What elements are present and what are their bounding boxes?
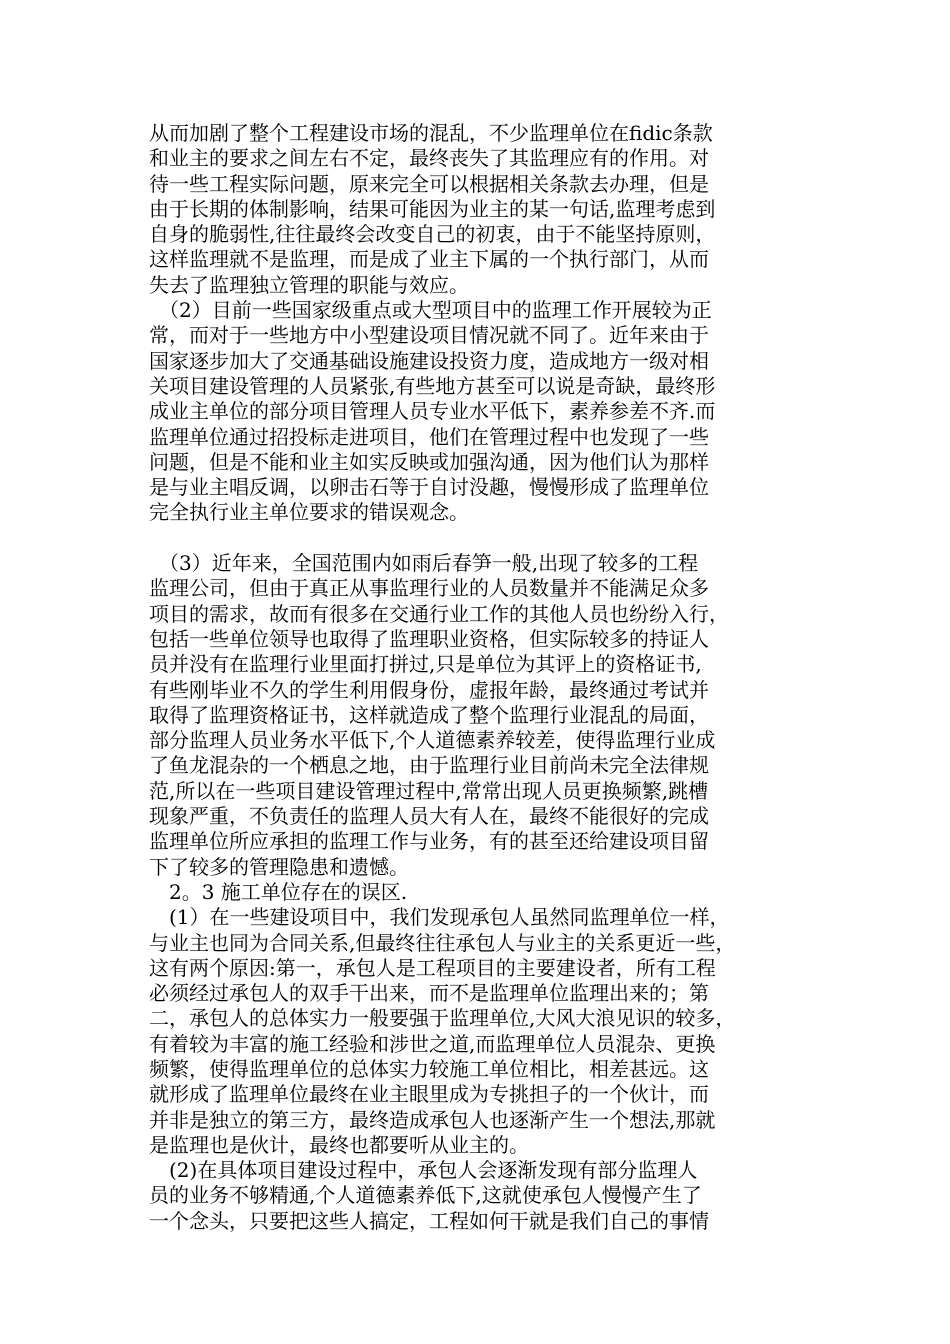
paragraph-start-line: （3）近年来，全国范围内如雨后春笋一般,出现了较多的工程 xyxy=(149,551,699,576)
text-line: 关项目建设管理的人员紧张,有些地方甚至可以说是奇缺，最终形 xyxy=(149,373,716,398)
text-line: 频繁，使得监理单位的总体实力较施工单位相比，相差甚远。这 xyxy=(149,1056,709,1081)
text-line: 二，承包人的总体实力一般要强于监理单位,大风大浪见识的较多， xyxy=(149,1006,736,1031)
text-line: 项目的需求，故而有很多在交通行业工作的其他人员也纷纷入行， xyxy=(149,601,729,626)
paragraph-start-line: （2）目前一些国家级重点或大型项目中的监理工作开展较为正 xyxy=(149,298,712,323)
text-line: 监理单位所应承担的监理工作与业务，有的甚至还给建设项目留 xyxy=(149,829,709,854)
text-line: 必须经过承包人的双手干出来，而不是监理单位监理出来的；第 xyxy=(149,981,709,1006)
text-line: 监理单位通过招投标走进项目，他们在管理过程中也发现了一些 xyxy=(149,424,709,449)
text-line: 范,所以在一些项目建设管理过程中,常常出现人员更换频繁,跳槽 xyxy=(149,778,709,803)
text-line: 是与业主唱反调，以卵击石等于自讨没趣，慢慢形成了监理单位 xyxy=(149,475,709,500)
document-page xyxy=(149,121,809,1234)
text-line: 现象严重，不负责任的监理人员大有人在，最终不能很好的完成 xyxy=(149,804,709,829)
text-line: 这样监理就不是监理，而是成了业主下属的一个执行部门，从而 xyxy=(149,247,709,272)
text-line: 成业主单位的部分项目管理人员专业水平低下，素养参差不齐.而 xyxy=(149,399,716,424)
text-line: 包括一些单位领导也取得了监理职业资格，但实际较多的持证人 xyxy=(149,626,709,651)
blank-line xyxy=(149,526,809,551)
text-line: 员并没有在监理行业里面打拼过,只是单位为其评上的资格证书, xyxy=(149,652,702,677)
text-line: 一个念头，只要把这些人搞定，工程如何干就是我们自己的事情 xyxy=(149,1208,709,1233)
text-line: 取得了监理资格证书，这样就造成了整个监理行业混乱的局面， xyxy=(149,702,709,727)
text-line: 完全执行业主单位要求的错误观念。 xyxy=(149,500,469,525)
paragraph-start-line: (2)在具体项目建设过程中，承包人会逐渐发现有部分监理人 xyxy=(149,1158,698,1183)
text-line: 由于长期的体制影响，结果可能因为业主的某一句话,监理考虑到 xyxy=(149,196,716,221)
text-line: 自身的脆弱性,往往最终会改变自己的初衷，由于不能坚持原则， xyxy=(149,222,716,247)
text-line: 与业主也同为合同关系,但最终往往承包人与业主的关系更近一些， xyxy=(149,930,736,955)
text-line: 国家逐步加大了交通基础设施建设投资力度，造成地方一级对相 xyxy=(149,348,709,373)
text-line: 这有两个原因:第一，承包人是工程项目的主要建设者，所有工程 xyxy=(149,955,716,980)
text-line: 和业主的要求之间左右不定，最终丧失了其监理应有的作用。对 xyxy=(149,146,709,171)
text-line: 有着较为丰富的施工经验和涉世之道,而监理单位人员混杂、更换 xyxy=(149,1031,716,1056)
text-line: 从而加剧了整个工程建设市场的混乱，不少监理单位在fidic条款 xyxy=(149,121,713,145)
text-line: 是监理也是伙计，最终也都要听从业主的。 xyxy=(149,1132,529,1157)
text-line: 了鱼龙混杂的一个栖息之地，由于监理行业目前尚未完全法律规 xyxy=(149,753,709,778)
text-line: 部分监理人员业务水平低下,个人道德素养较差，使得监理行业成 xyxy=(149,728,716,753)
text-line: 失去了监理独立管理的职能与效应。 xyxy=(149,272,469,297)
text-line: 就形成了监理单位最终在业主眼里成为专挑担子的一个伙计，而 xyxy=(149,1082,709,1107)
text-line: 员的业务不够精通,个人道德素养低下,这就使承包人慢慢产生了 xyxy=(149,1183,702,1208)
text-line: 监理公司，但由于真正从事监理行业的人员数量并不能满足众多 xyxy=(149,576,709,601)
text-line: 并非是独立的第三方，最终造成承包人也逐渐产生一个想法,那就 xyxy=(149,1107,716,1132)
section-heading: 2。3 施工单位存在的误区. xyxy=(149,879,408,904)
text-line: 常，而对于一些地方中小型建设项目情况就不同了。近年来由于 xyxy=(149,323,709,348)
text-line: 待一些工程实际问题，原来完全可以根据相关条款去办理，但是 xyxy=(149,171,709,196)
paragraph-start-line: (1）在一些建设项目中，我们发现承包人虽然同监理单位一样， xyxy=(149,905,730,930)
text-line: 问题，但是不能和业主如实反映或加强沟通，因为他们认为那样 xyxy=(149,449,709,474)
text-line: 有些刚毕业不久的学生利用假身份，虚报年龄，最终通过考试并 xyxy=(149,677,709,702)
text-line: 下了较多的管理隐患和遗憾。 xyxy=(149,854,409,879)
